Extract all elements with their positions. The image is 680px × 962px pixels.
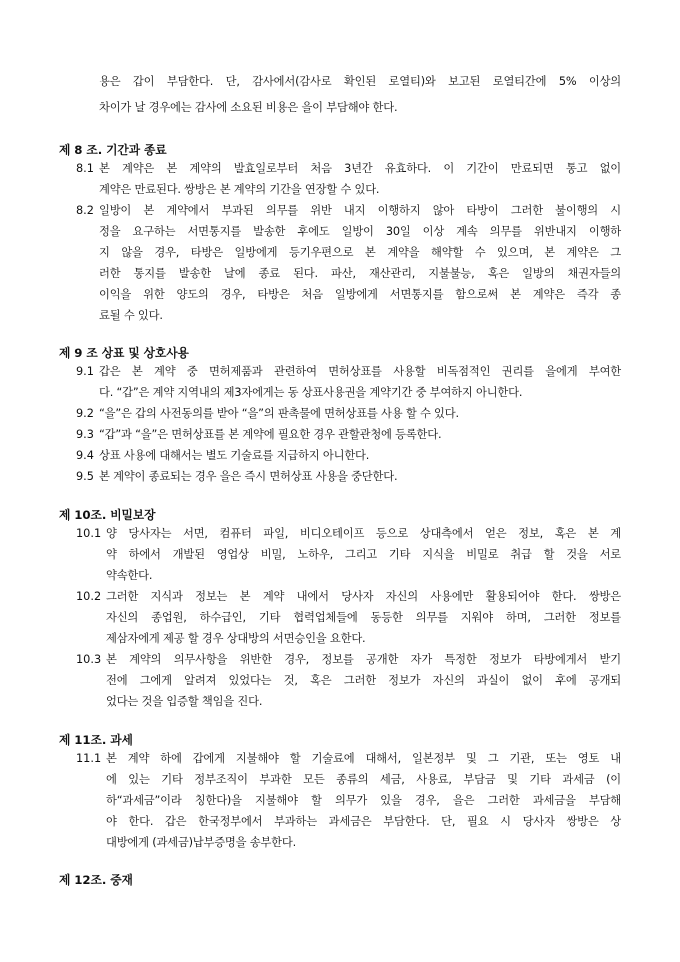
clause-line: 었다는 것을 입증할 책임을 진다.: [106, 695, 263, 708]
clause-line: 에 있는 기타 정부조직이 부과한 모든 종류의 세금, 사용료, 부담금 및 기타 과세금 (이: [106, 773, 621, 786]
clause-line: 다. “갑”은 계약 지역내의 제3자에게는 동 상표사용권을 계약기간 중 부여하지 아니한다.: [99, 386, 523, 399]
article-10-heading: 제 10조. 비밀보장: [59, 508, 156, 522]
clause-line: 갑은 본 계약 중 면허제품과 관련하여 면허상표를 사용할 비독점적인 권리를 을에게 부여한: [99, 365, 621, 378]
clause-number: 9.3: [76, 428, 94, 441]
clause-number: 10.3: [76, 653, 102, 666]
article-8-heading: 제 8 조. 기간과 종료: [59, 143, 167, 157]
clause-number: 9.2: [76, 407, 94, 420]
clause-line: 제삼자에게 제공 할 경우 상대방의 서면승인을 요한다.: [106, 632, 366, 645]
clause-line: 본 계약은 본 계약의 발효일로부터 처음 3년간 유효하다. 이 기간이 만료되면 통고 없이: [99, 162, 621, 175]
clause-line: 전에 그에게 알려져 있었다는 것, 혹은 그러한 정보가 자신의 과실이 없이 후에 공개되: [106, 674, 621, 687]
clause-line: 이익을 위한 양도의 경우, 타방은 처음 일방에게 서면통지를 함으로써 본 계약은 즉각 종: [99, 288, 621, 301]
clause-number: 8.2: [76, 204, 94, 217]
intro-line: 용은 갑이 부담한다. 단, 감사에서(감사로 확인된 로열티)와 보고된 로열티간에 5% 이상의: [99, 75, 621, 88]
clause-number: 10.1: [76, 527, 102, 540]
article-12-heading: 제 12조. 중재: [59, 873, 133, 887]
clause-line: 본 계약 하에 갑에게 지불해야 할 기술료에 대해서, 일본정부 및 그 기관, 또는 영토 내: [106, 752, 621, 765]
clause-line: 계약은 만료된다. 쌍방은 본 계약의 기간을 연장할 수 있다.: [99, 183, 380, 196]
clause-number: 9.5: [76, 470, 94, 483]
clause-line: 약 하에서 개발된 영업상 비밀, 노하우, 그리고 기타 지식을 비밀로 취급 할 것을 서로: [106, 548, 621, 561]
article-9-heading: 제 9 조 상표 및 상호사용: [59, 346, 189, 360]
clause-number: 10.2: [76, 590, 102, 603]
clause-line: 정을 요구하는 서면통지를 발송한 후에도 일방이 30일 이상 계속 의무를 위반내지 이행하: [99, 225, 621, 238]
clause-line: 약속한다.: [106, 569, 153, 582]
clause-line: 상표 사용에 대해서는 별도 기술료를 지급하지 아니한다.: [99, 449, 370, 462]
clause-line: 료될 수 있다.: [99, 309, 163, 322]
clause-number: 9.1: [76, 365, 94, 378]
clause-line: 하“과세금”이라 칭한다)을 지불해야 할 의무가 있을 경우, 을은 그러한 과세금을 부담해: [106, 794, 621, 807]
clause-line: 그러한 지식과 정보는 본 계약 내에서 당사자 자신의 사용에만 활용되어야 한다. 쌍방은: [106, 590, 621, 603]
clause-line: 야 한다. 갑은 한국정부에서 부과하는 과세금은 부담한다. 단, 필요 시 당사자 쌍방은 상: [106, 815, 621, 828]
clause-line: 본 계약의 의무사항을 위반한 경우, 정보를 공개한 자가 특정한 정보가 타방에게서 받기: [106, 653, 621, 666]
clause-line: “을”은 갑의 사전동의를 받아 “을”의 판촉물에 면허상표를 사용 할 수 있다.: [99, 407, 459, 420]
clause-line: 양 당사자는 서면, 컴퓨터 파일, 비디오테이프 등으로 상대측에서 얻은 정보, 혹은 본 계: [106, 527, 621, 540]
clause-number: 8.1: [76, 162, 94, 175]
clause-line: 지 않을 경우, 타방은 일방에게 등기우편으로 본 계약을 해약할 수 있으며, 본 계약은 그: [99, 246, 621, 259]
clause-line: 러한 통지를 발송한 날에 종료 된다. 파산, 재산관리, 지불불능, 혹은 일방의 채권자들의: [99, 267, 621, 280]
clause-line: 일방이 본 계약에서 부과된 의무를 위반 내지 이행하지 않아 타방이 그러한 불이행의 시: [99, 204, 621, 217]
clause-line: “갑”과 “을”은 면허상표를 본 계약에 필요한 경우 관할관청에 등록한다.: [99, 428, 442, 441]
clause-line: 대방에게 (과세금)납부증명을 송부한다.: [106, 836, 296, 849]
clause-number: 11.1: [76, 752, 102, 765]
intro-line: 차이가 날 경우에는 감사에 소요된 비용은 을이 부담해야 한다.: [99, 101, 398, 114]
clause-line: 자신의 종업원, 하수급인, 기타 협력업체들에 동등한 의무를 지워야 하며, 그러한 정보를: [106, 611, 621, 624]
article-11-heading: 제 11조. 과세: [59, 733, 133, 747]
clause-line: 본 계약이 종료되는 경우 을은 즉시 면허상표 사용을 중단한다.: [99, 470, 398, 483]
clause-number: 9.4: [76, 449, 94, 462]
